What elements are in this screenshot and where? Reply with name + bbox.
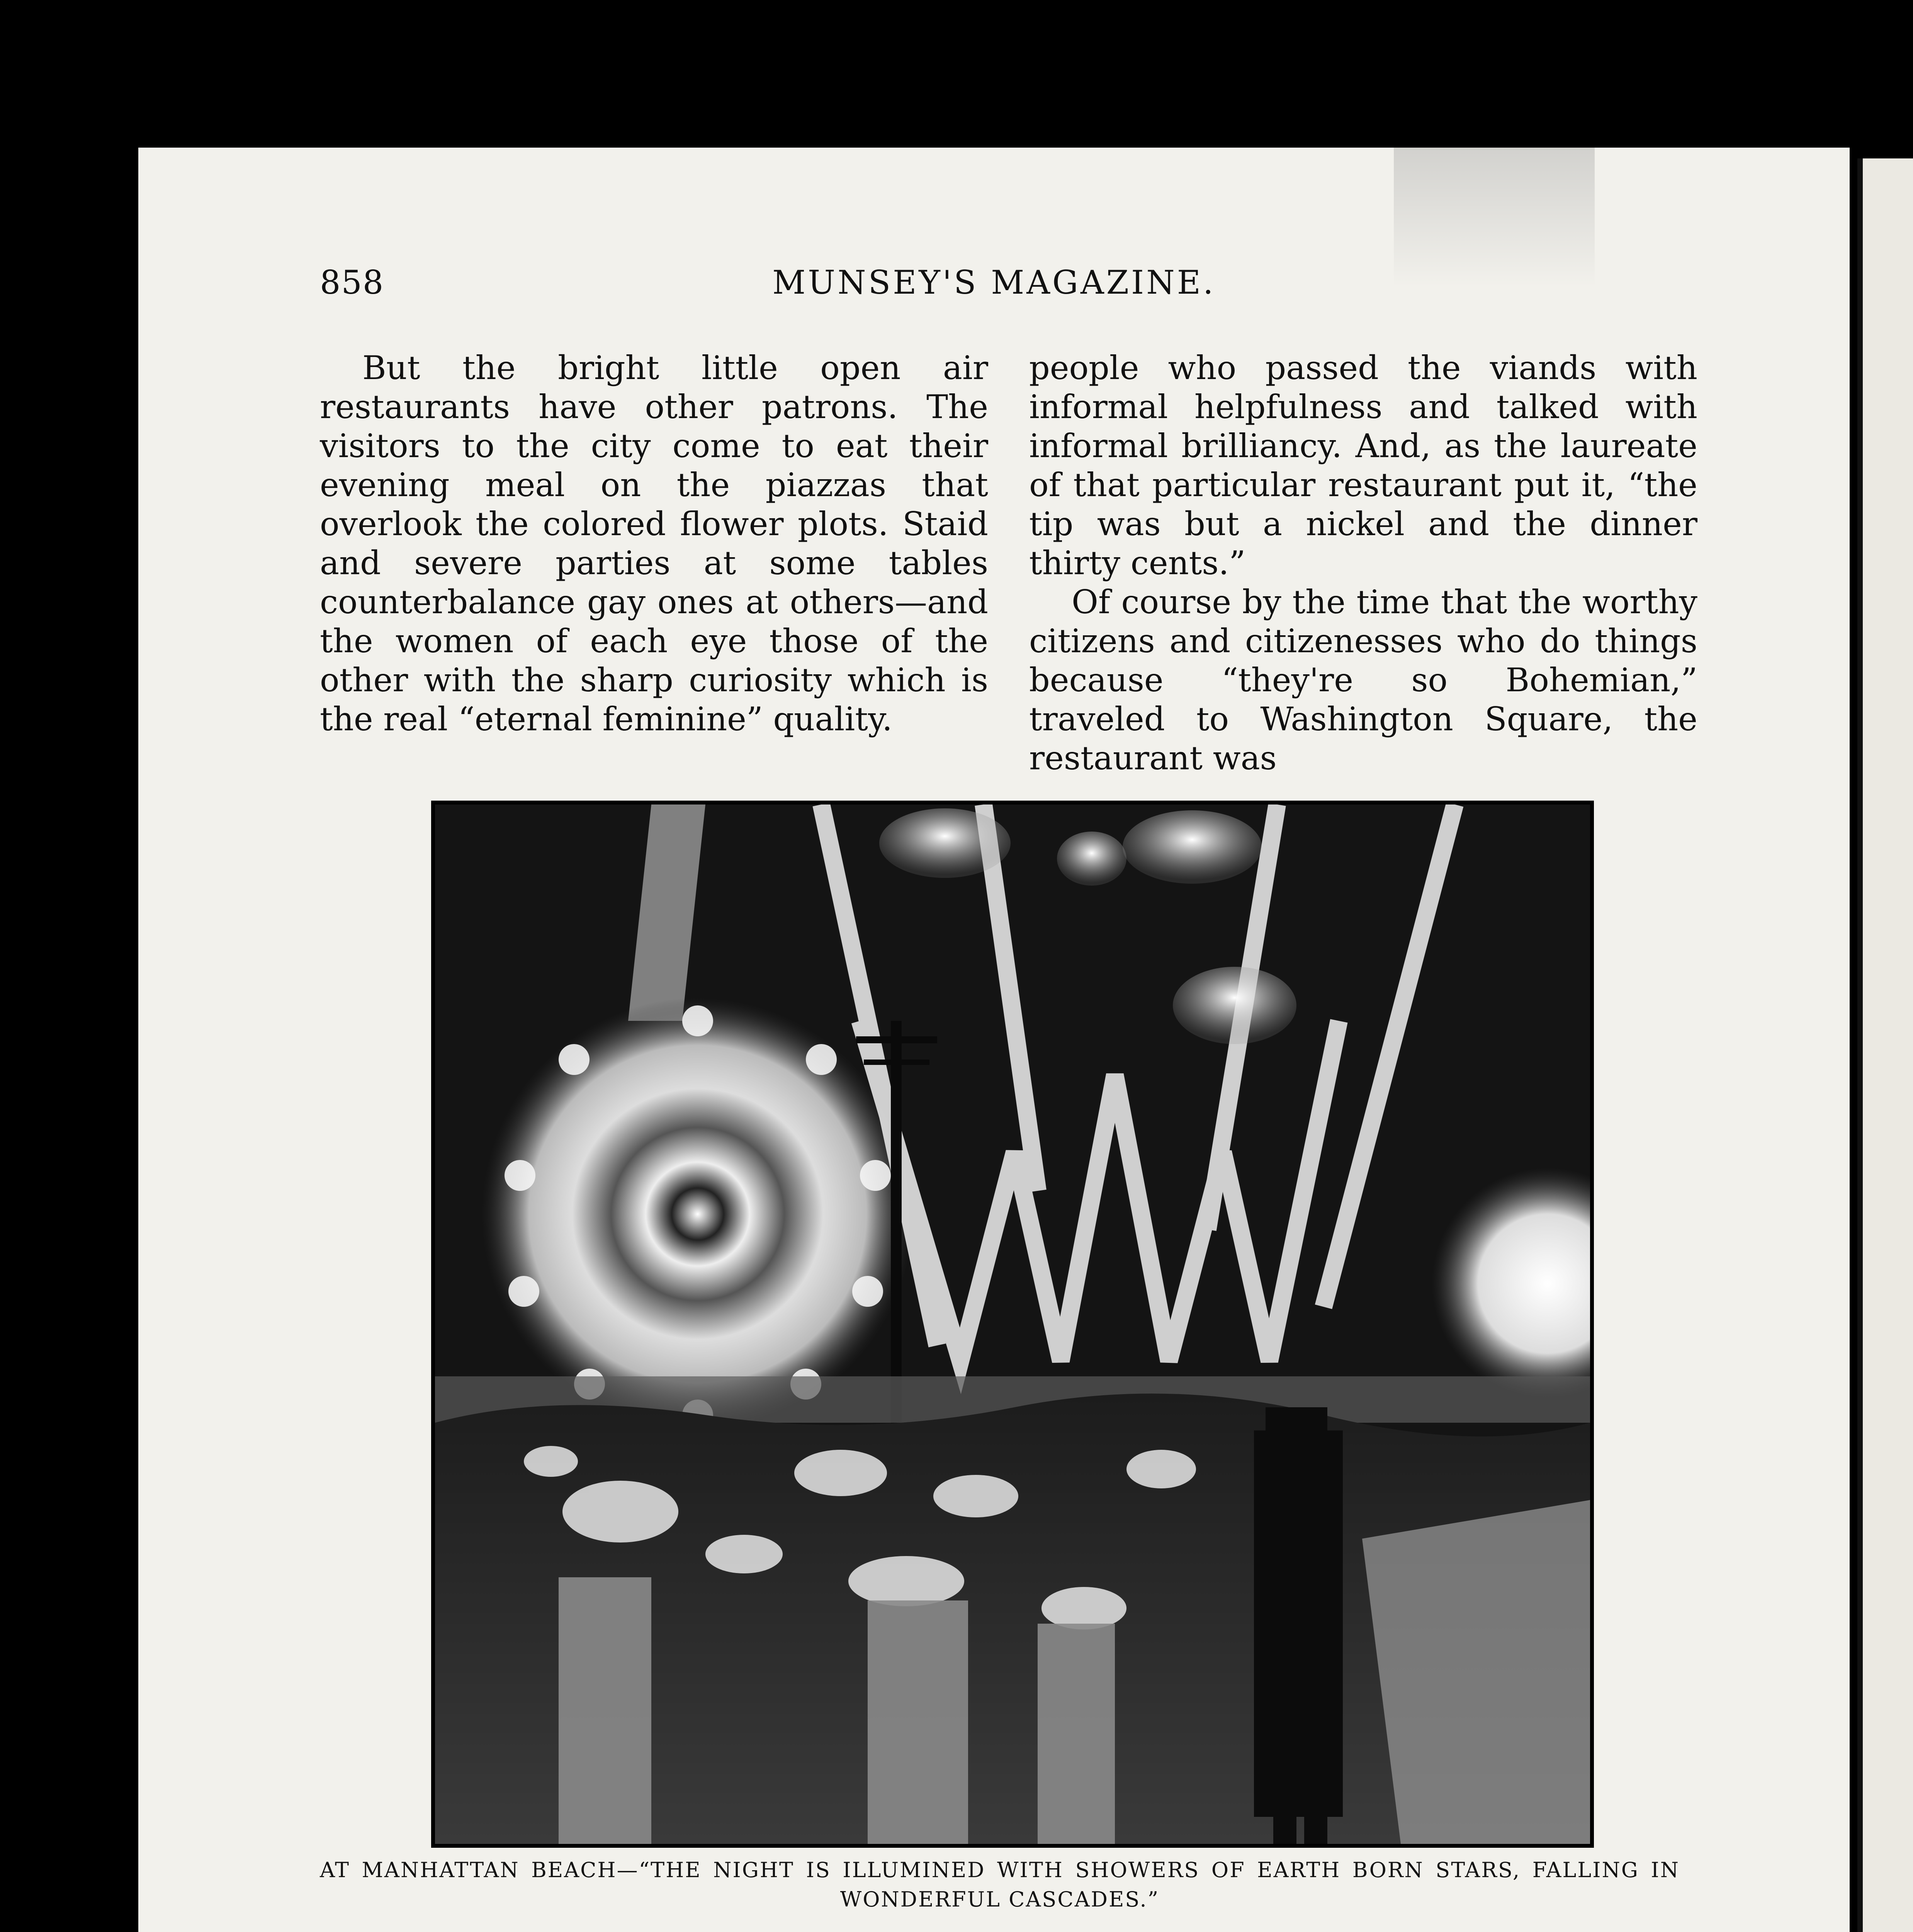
column-top-left [320, 349, 988, 739]
adjacent-page-edge [1857, 158, 1913, 1932]
fireworks-illustration [431, 801, 1594, 1848]
paragraph: people who passed the viands with informal helpfulness and talked with informal brilliancy. And, as the laureate of that particular restaurant put it, “the tip was but a nickel and the dinner thirty cents.” [1029, 349, 1697, 582]
figure-caption: AT MANHATTAN BEACH—“THE NIGHT IS ILLUMINED WITH SHOWERS OF EARTH BORN STARS, FALLING IN WONDERFUL CASCADES.” [320, 1858, 1680, 1912]
column-top-right [1029, 349, 1697, 778]
fireworks-drawing [435, 804, 1590, 1844]
page-number: 858 [320, 264, 384, 301]
paragraph: But the bright little open air restaurants have other patrons. The visitors to the city come to eat their evening meal on the piazzas that overlook the colored flower plots. Staid and severe parties at some tables counterbalance gay ones at others—and the women of each eye those of the other with the sharp curiosity which is the real “eternal feminine” quality. [320, 349, 988, 738]
paragraph: Of course by the time that the worthy citizens and citizenesses who do things because “they're so Bohemian,” traveled to Washington Square, the restaurant was [1029, 583, 1697, 777]
magazine-page [138, 148, 1850, 1932]
running-head: MUNSEY'S MAGAZINE. [772, 264, 1216, 301]
page-header [320, 264, 1668, 314]
